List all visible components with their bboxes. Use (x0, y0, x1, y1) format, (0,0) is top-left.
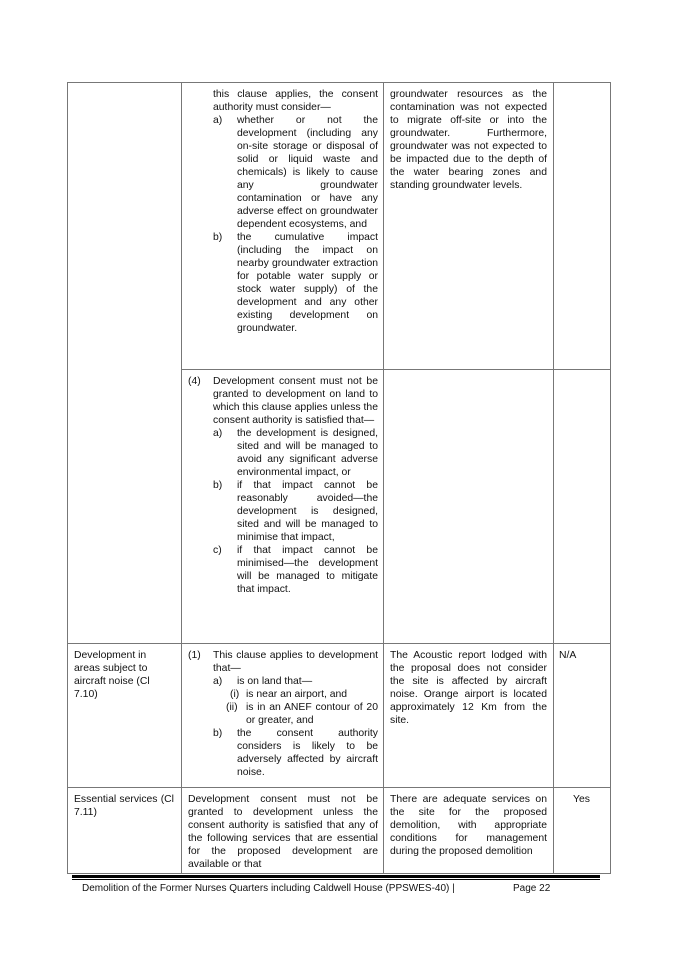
subsection-number: (4) (188, 376, 201, 387)
clause-intro: This clause applies to development that— (213, 650, 378, 674)
row4-compliance: Yes (573, 794, 590, 805)
subitem-text: is in an ANEF contour of 20 or greater, and (246, 702, 378, 726)
row1-comment: groundwater resources as the contamination was not expected to migrate off-site or into the groundwater. Furthermore, groundwater was not expected to be impacted due to the depth of the water bearing zones and standing groundwater levels. (390, 89, 547, 191)
table-right-border (610, 82, 611, 874)
item-label: b) (213, 728, 223, 739)
column-divider (553, 82, 554, 874)
row3-criteria: Development in areas subject to aircraft noise (Cl 7.10) (74, 650, 150, 700)
clause-item (188, 544, 378, 596)
item-text: if that impact cannot be minimised—the development will be managed to mitigate that impact. (237, 545, 378, 595)
row3-clause (188, 649, 378, 779)
row4-comment: There are adequate services on the site for the proposed demolition, with appropriate conditions for management during the proposed demolition (390, 794, 547, 857)
clause-subsection (188, 649, 378, 675)
subitem-text: is near an airport, and (246, 689, 348, 700)
clause-item (188, 675, 378, 688)
item-text: if that impact cannot be reasonably avoided—the development is designed, sited and will be managed to minimise that impact, (237, 480, 378, 543)
page-number: Page 22 (513, 883, 551, 894)
row4-criteria: Essential services (Cl 7.11) (74, 794, 174, 818)
item-text: the cumulative impact (including the impact on nearby groundwater extraction for potable water supply or stock water supply) of the development and any other existing development on groundwater. (237, 232, 378, 334)
footer-rule (72, 879, 600, 880)
item-text: whether or not the development (including any on-site storage or disposal of solid or liquid waste and chemicals) is likely to cause any groundwater contamination or have any adverse effect on groundwater dependent ecosystems, and (237, 115, 378, 230)
row1-clause (188, 88, 378, 335)
footer-rule (72, 875, 600, 878)
clause-subsection (188, 375, 378, 427)
clause-subitem (188, 701, 378, 727)
item-text: is on land that— (237, 676, 313, 687)
row-divider (181, 369, 611, 370)
item-label: b) (213, 232, 223, 243)
item-label: a) (213, 676, 223, 687)
item-label: b) (213, 480, 223, 491)
row2-clause (188, 375, 378, 596)
row-divider (67, 787, 611, 788)
clause-subitem (188, 688, 378, 701)
clause-item (188, 427, 378, 479)
subitem-label: (ii) (226, 702, 238, 713)
clause-item (188, 231, 378, 335)
table-top-border (67, 82, 611, 83)
subsection-number: (1) (188, 650, 201, 661)
row3-comment: The Acoustic report lodged with the proposal does not consider the site is affected by aircraft noise. Orange airport is located approximately 12 Km from the site. (390, 650, 547, 726)
item-label: a) (213, 428, 223, 439)
clause-item (188, 479, 378, 544)
footer-title: Demolition of the Former Nurses Quarters including Caldwell House (PPSWES-40) | (82, 883, 455, 894)
row4-clause: Development consent must not be granted to development unless the consent authority is satisfied that any of the following services that are essential for the proposed development are available or that (188, 794, 378, 870)
item-text: the development is designed, sited and will be managed to avoid any significant adverse environmental impact, or (237, 428, 378, 478)
row3-compliance: N/A (559, 650, 577, 661)
column-divider (181, 82, 182, 874)
clause-item (188, 114, 378, 231)
clause-intro: this clause applies, the consent authority must consider— (213, 89, 378, 113)
clause-item (188, 727, 378, 779)
table-left-border (67, 82, 68, 874)
row-divider (67, 643, 611, 644)
column-divider (383, 82, 384, 874)
table-bottom-border (67, 873, 611, 874)
item-text: the consent authority considers is likely to be adversely affected by aircraft noise. (237, 728, 378, 778)
clause-intro: Development consent must not be granted to development on land to which this clause applies unless the consent authority is satisfied that— (213, 376, 378, 426)
item-label: c) (213, 545, 222, 556)
subitem-label: (i) (230, 689, 240, 700)
item-label: a) (213, 115, 223, 126)
